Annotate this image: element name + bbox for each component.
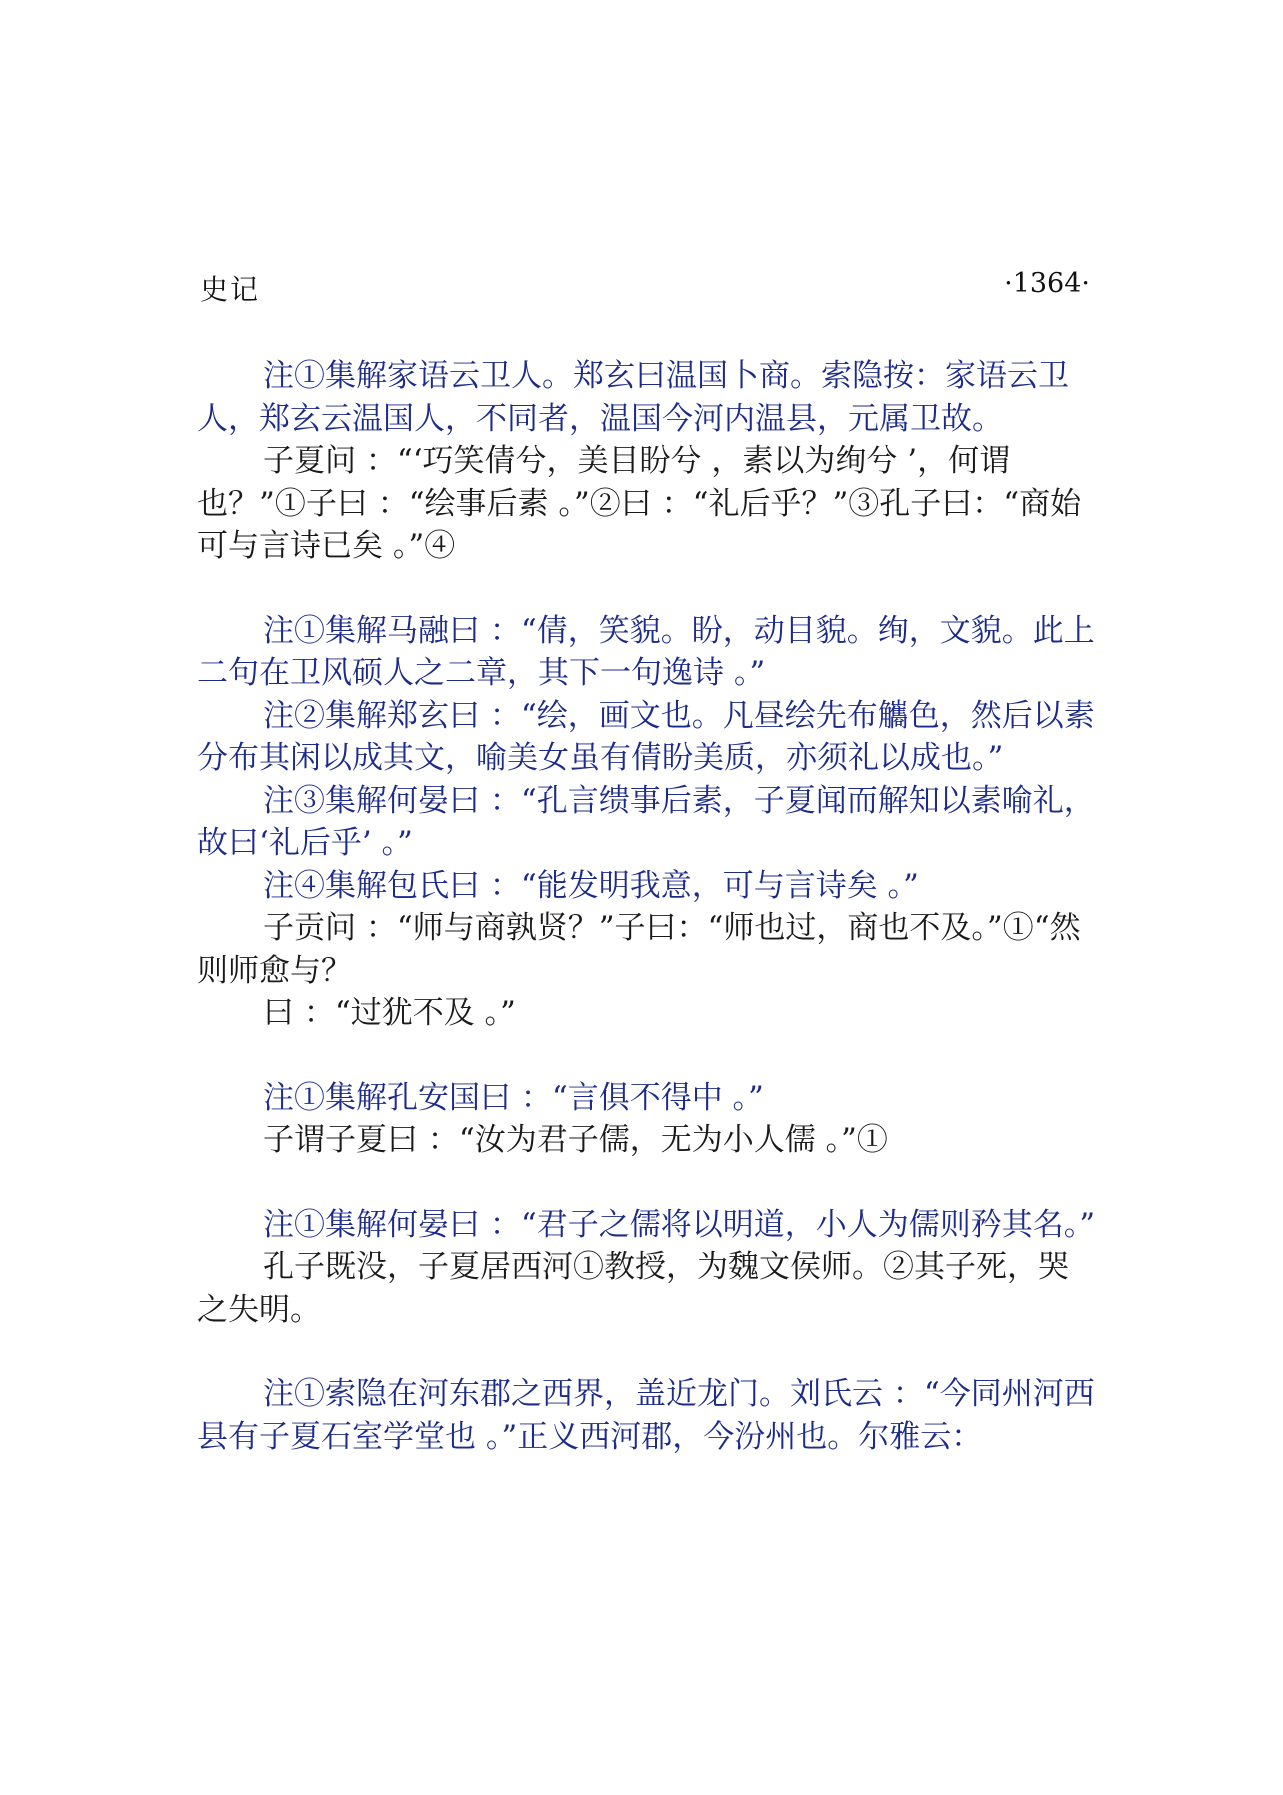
commentary-paragraph: 注①集解何晏曰 ：“君子之儒将以明道，小人为儒则矜其名。” <box>263 1206 1096 1243</box>
book-title: 史记 <box>200 273 261 306</box>
text-paragraph: 孔子既没，子夏居西河①教授，为魏文侯师。②其子死，哭之失明。 <box>197 1249 1069 1328</box>
text-paragraph: 曰 ：“过犹不及 。” <box>263 995 516 1031</box>
commentary-paragraph: 注①集解家语云卫人。郑玄曰温国卜商。索隐按：家语云卫人，郑玄云温国人，不同者，温国今河内温县，元属卫故。 <box>197 358 1069 437</box>
paragraph-gap <box>197 1162 1097 1204</box>
page-body <box>197 355 1097 1458</box>
paragraph-gap <box>197 1331 1097 1373</box>
commentary-paragraph: 注①集解孔安国曰 ：“言俱不得中 。” <box>263 1079 764 1116</box>
commentary-paragraph: 注①索隐在河东郡之西界，盖近龙门。刘氏云 ：“今同州河西县有子夏石室学堂也 。”正义西河郡，今汾州也。尔雅云： <box>197 1376 1095 1455</box>
text-paragraph: 子贡问 ：“师与商孰贤？”子曰：“师也过，商也不及。”①“然则师愈与？ <box>197 910 1081 989</box>
running-header <box>200 268 1090 308</box>
commentary-paragraph: 注③集解何晏曰 ：“孔言缋事后素，子夏闻而解知以素喻礼，故曰‘礼后乎’ 。” <box>197 782 1095 861</box>
commentary-paragraph: 注④集解包氏曰 ：“能发明我意，可与言诗矣 。” <box>263 867 919 904</box>
paragraph-gap <box>197 568 1097 610</box>
text-paragraph: 子谓子夏曰 ：“汝为君子儒，无为小人儒 。”① <box>263 1122 888 1158</box>
commentary-paragraph: 注①集解马融曰 ：“倩，笑貌。盼，动目貌。绚，文貌。此上二句在卫风硕人之二章，其下一句逸诗 。” <box>197 612 1095 691</box>
commentary-paragraph: 注②集解郑玄曰 ：“绘，画文也。凡昼绘先布觿色，然后以素分布其闲以成其文，喻美女虽有倩盼美质，亦须礼以成也。” <box>197 697 1095 776</box>
page-number: ·1364· <box>1004 268 1090 299</box>
paragraph-gap <box>197 1035 1097 1077</box>
text-paragraph: 子夏问 ：“‘巧笑倩兮，美目盼兮 ，素以为绚兮 ’，何谓也？”①子曰 ：“绘事后素 。”②曰 ：“礼后乎？”③孔子曰：“商始可与言诗已矣 。”④ <box>197 443 1082 564</box>
